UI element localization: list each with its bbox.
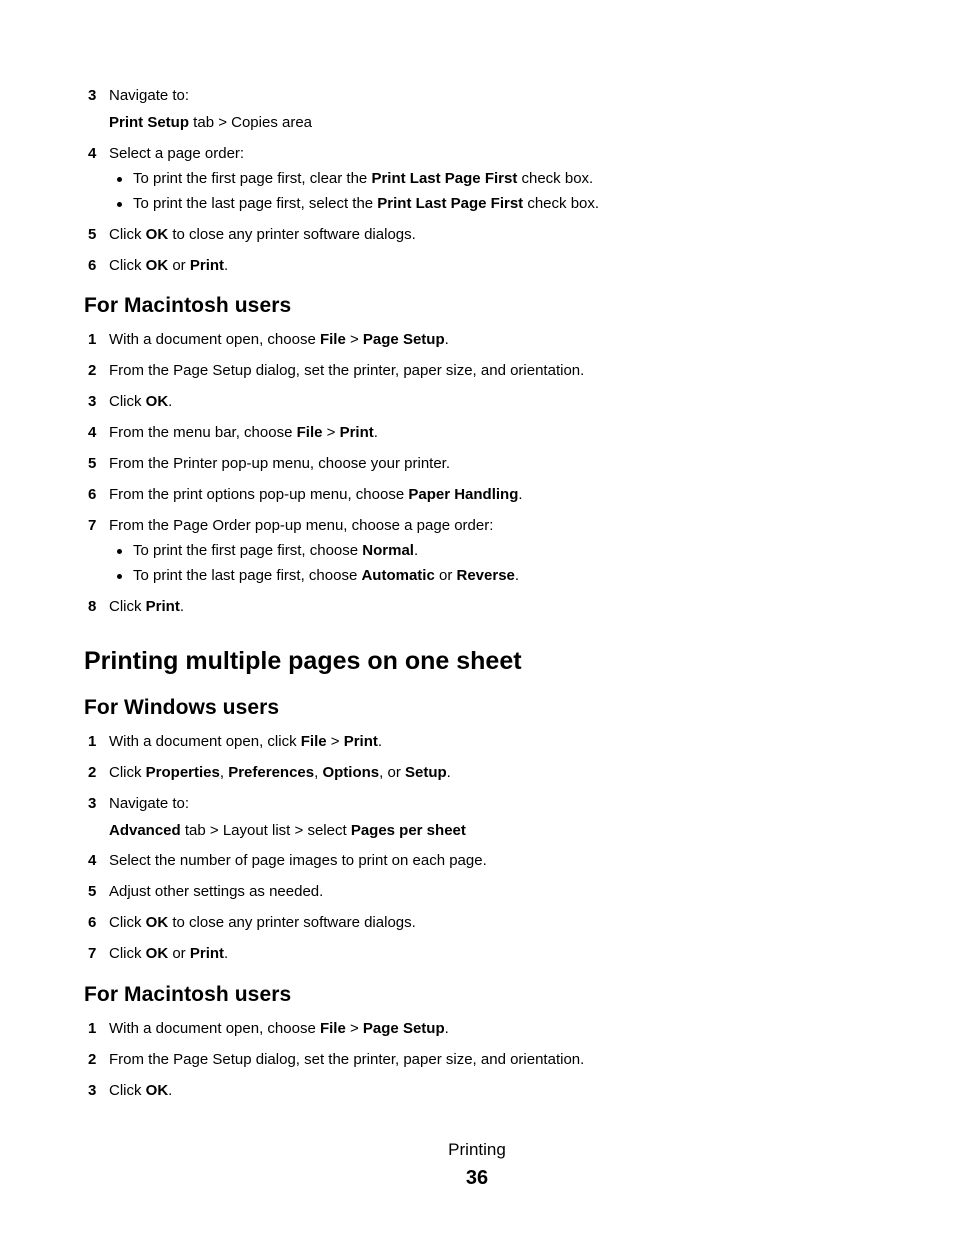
section-heading-windows: For Windows users bbox=[84, 696, 280, 719]
step-number: 6 bbox=[88, 257, 97, 274]
step-text: Select a page order: bbox=[109, 145, 245, 162]
step-number: 7 bbox=[88, 517, 97, 534]
step-text: Click OK to close any printer software dialogs. bbox=[109, 914, 416, 931]
step-text: Navigate to: bbox=[109, 795, 190, 812]
step-number: 6 bbox=[88, 486, 97, 503]
step-text: With a document open, choose File > Page Setup. bbox=[109, 331, 449, 348]
page-section-title: Printing multiple pages on one sheet bbox=[84, 647, 522, 675]
step-text: From the Page Setup dialog, set the printer, paper size, and orientation. bbox=[109, 1051, 585, 1068]
navigation-path: Advanced tab > Layout list > select Pages per sheet bbox=[109, 822, 466, 839]
step-text: With a document open, choose File > Page Setup. bbox=[109, 1020, 449, 1037]
step-number: 4 bbox=[88, 852, 97, 869]
step-number: 1 bbox=[88, 331, 97, 348]
step-number: 3 bbox=[88, 795, 97, 812]
step-text: From the menu bar, choose File > Print. bbox=[109, 424, 378, 441]
step-number: 3 bbox=[88, 1082, 97, 1099]
step-text: Click OK or Print. bbox=[109, 257, 229, 274]
section-heading-macintosh: For Macintosh users bbox=[84, 294, 292, 317]
step-number: 3 bbox=[88, 393, 97, 410]
step-number: 6 bbox=[88, 914, 97, 931]
document-page: 3 Navigate to: Print Setup tab > Copies area 4 Select a page order: To print the first page first, clear the Print Last Page First check box. To print the last page first, select the Print Last Page First check box. 5 Click OK to close any printer software dialogs. 6 Click OK or Print. For Macintosh users 1 With a document open, choose File > Page Setup. 2 From the Page Setup dialog, set the printer, paper size, and orientation. 3 Click OK. 4 From the menu bar, choose File > Print. 5 From the Printer pop-up menu, choose your printer. 6 From the print options pop-up menu, choose Paper Handling. 7 From the Page Order pop-up menu, choose a page order: To print the first page first, choose Normal. To print the last page first, choose Automatic or Reverse. 8 Click Print. Printing multiple pages on one sheet For Windows users 1 With a document open, click File > Print. 2 Click Properties, Preferences, Options, or Setup. 3 Navigate to: Advanced tab > Layout list > select Pages per sheet 4 Select the number of page images to print on each page. 5 Adjust other settings as needed. 6 Click OK to close any printer software dialogs. 7 Click OK or Print. For Macintosh users 1 With a document open, choose File > Page Setup. 2 From the Page Setup dialog, set the printer, paper size, and orientation. 3 Click OK. Printing 36 bbox=[0, 0, 954, 1235]
step-number: 5 bbox=[88, 883, 97, 900]
step-number: 5 bbox=[88, 455, 97, 472]
step-number: 1 bbox=[88, 733, 97, 750]
step-number: 1 bbox=[88, 1020, 97, 1037]
bullet-icon bbox=[117, 202, 122, 207]
section-heading-macintosh: For Macintosh users bbox=[84, 983, 292, 1006]
step-text: From the Page Order pop-up menu, choose a page order: bbox=[109, 517, 494, 534]
step-text: Click OK. bbox=[109, 393, 173, 410]
step-text: Navigate to: bbox=[109, 87, 190, 104]
step-number: 8 bbox=[88, 598, 97, 615]
step-number: 2 bbox=[88, 1051, 97, 1068]
step-text: Click OK to close any printer software dialogs. bbox=[109, 226, 416, 243]
step-number: 3 bbox=[88, 87, 97, 104]
step-number: 4 bbox=[88, 424, 97, 441]
bullet-icon bbox=[117, 574, 122, 579]
navigation-path: Print Setup tab > Copies area bbox=[109, 114, 313, 131]
page-number: 36 bbox=[465, 1167, 489, 1189]
step-number: 7 bbox=[88, 945, 97, 962]
step-number: 2 bbox=[88, 764, 97, 781]
footer-chapter-label: Printing bbox=[448, 1140, 506, 1159]
step-text: Click Properties, Preferences, Options, or Setup. bbox=[109, 764, 451, 781]
step-text: Adjust other settings as needed. bbox=[109, 883, 324, 900]
step-text: Select the number of page images to print on each page. bbox=[109, 852, 487, 869]
step-text: Click Print. bbox=[109, 598, 185, 615]
step-number: 2 bbox=[88, 362, 97, 379]
step-number: 5 bbox=[88, 226, 97, 243]
step-text: With a document open, click File > Print. bbox=[109, 733, 383, 750]
step-text: Click OK. bbox=[109, 1082, 173, 1099]
bullet-icon bbox=[117, 177, 122, 182]
step-text: From the Printer pop-up menu, choose your printer. bbox=[109, 455, 451, 472]
step-text: From the Page Setup dialog, set the printer, paper size, and orientation. bbox=[109, 362, 585, 379]
step-text: From the print options pop-up menu, choose Paper Handling. bbox=[109, 486, 523, 503]
bullet-icon bbox=[117, 549, 122, 554]
step-text: Click OK or Print. bbox=[109, 945, 229, 962]
step-number: 4 bbox=[88, 145, 97, 162]
